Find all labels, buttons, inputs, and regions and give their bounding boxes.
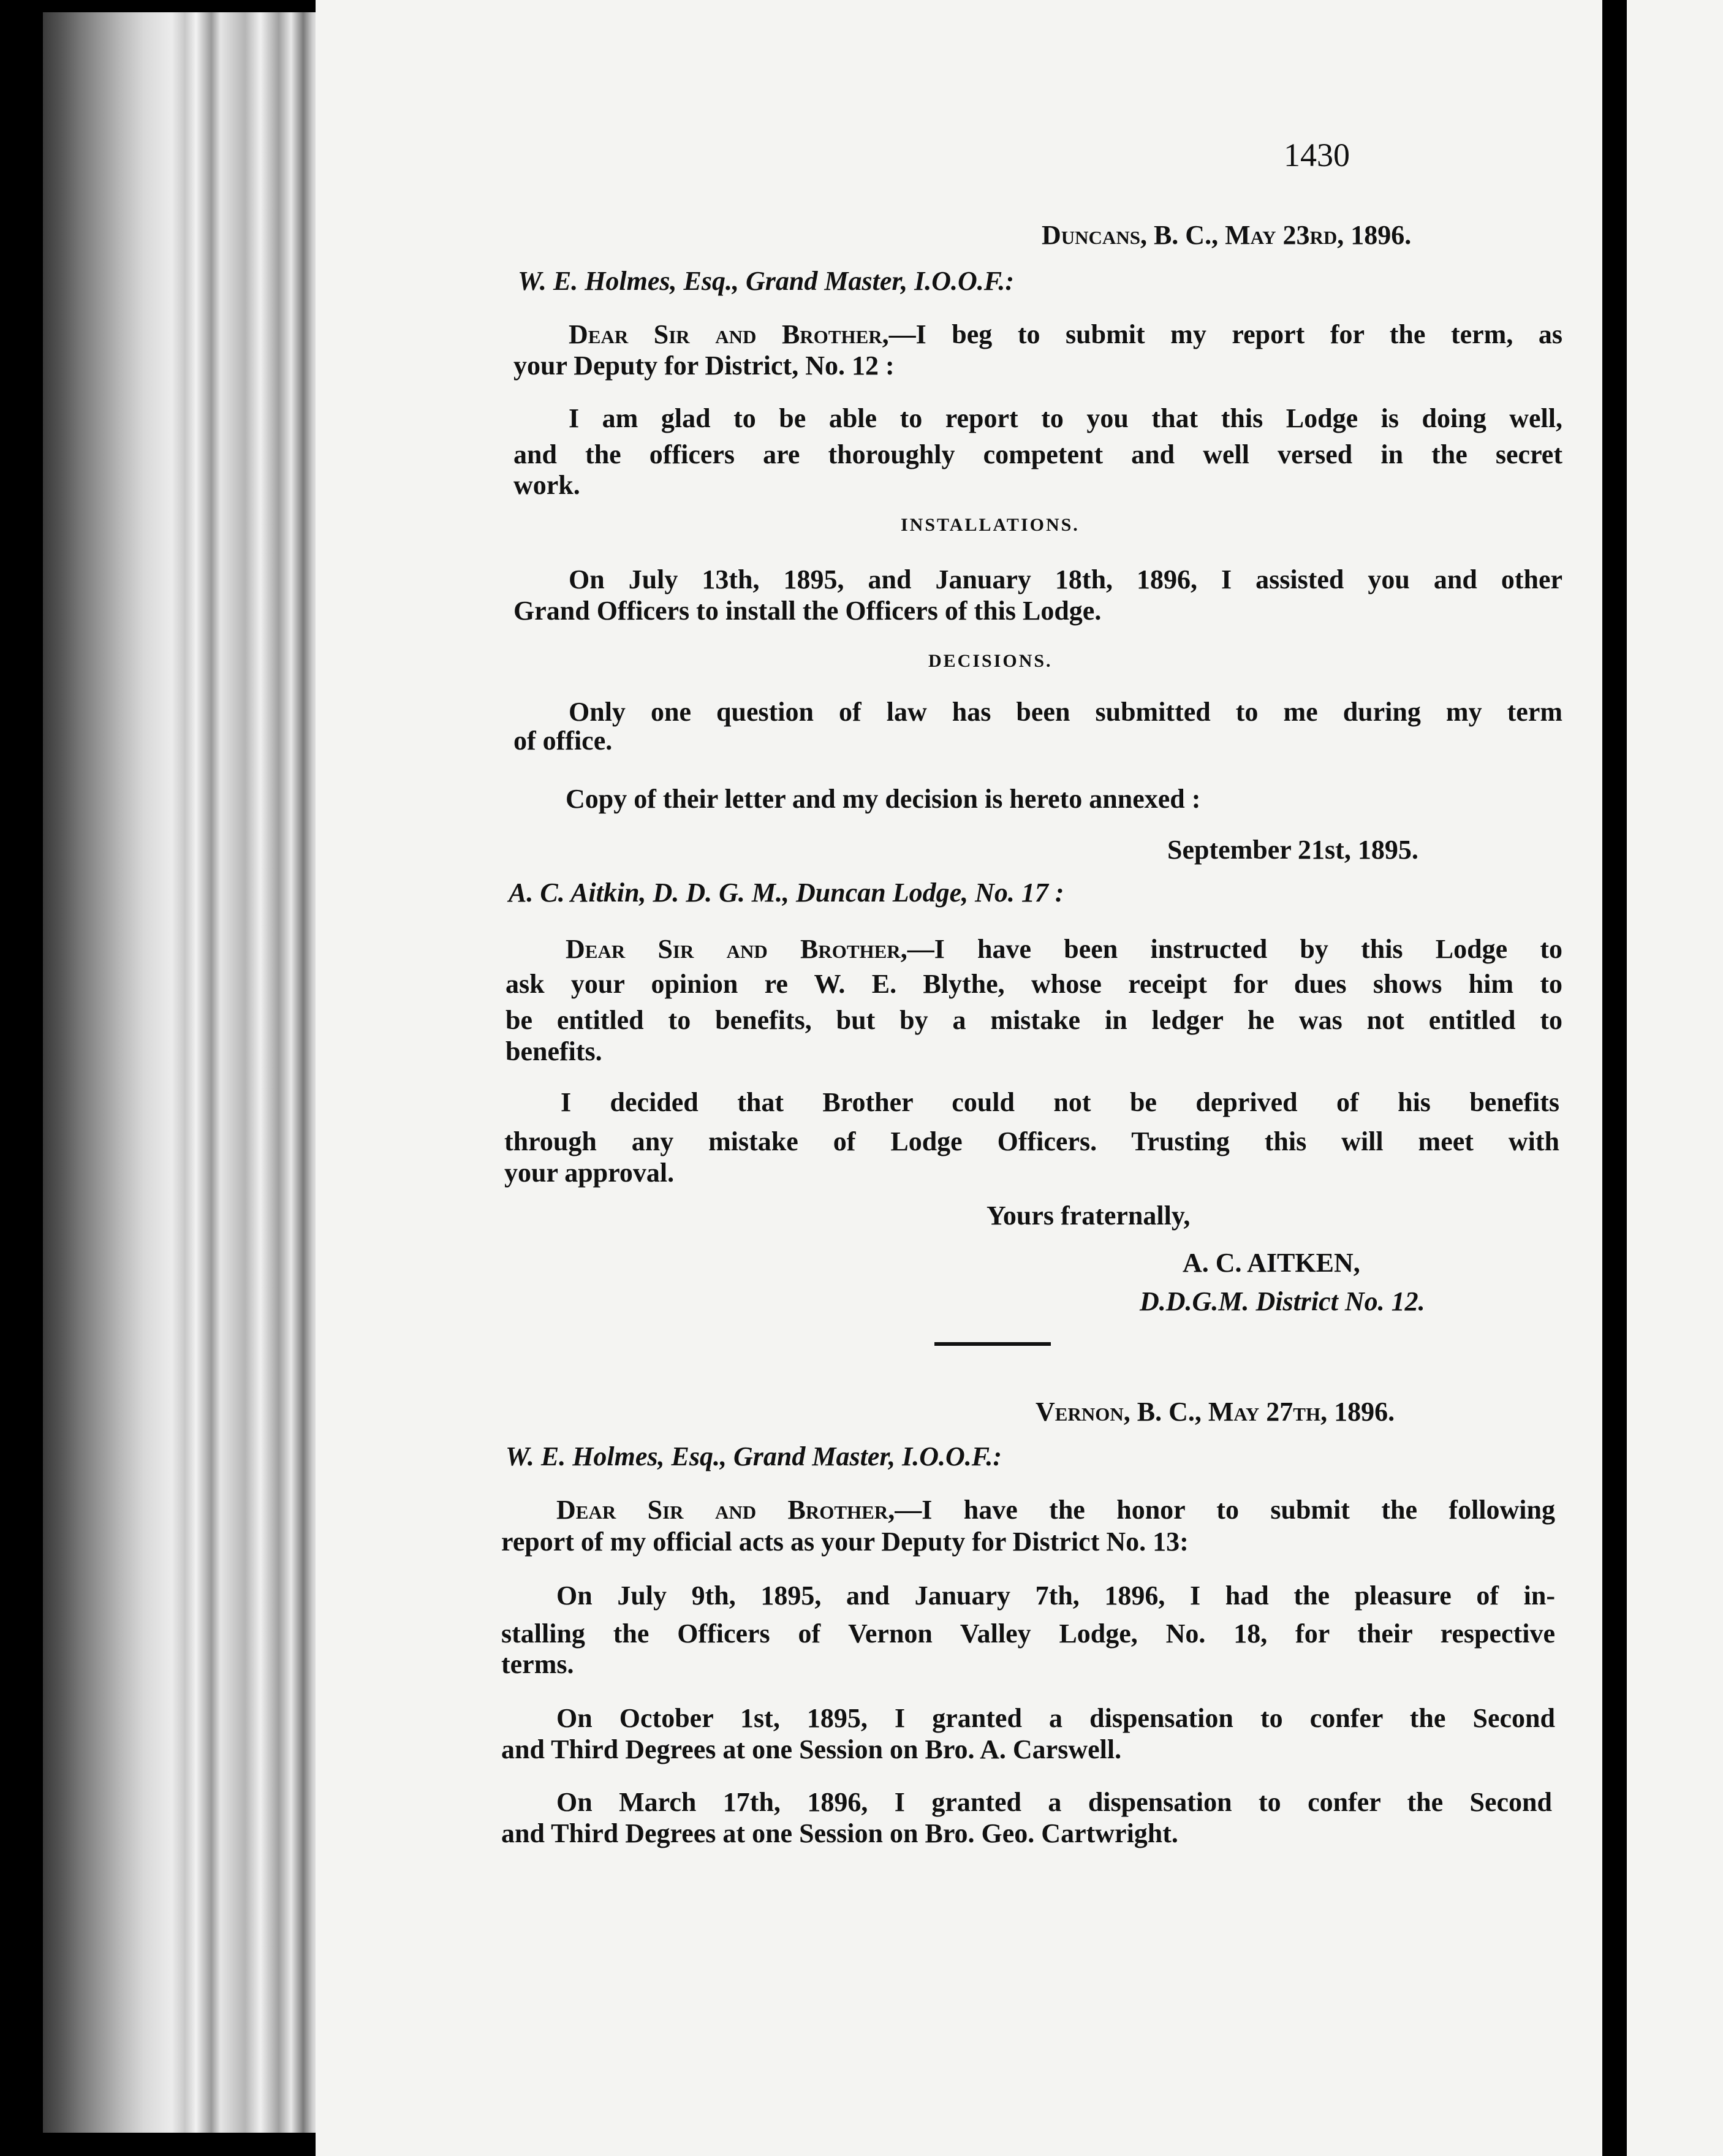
- letter2-para2-line2: and Third Degrees at one Session on Bro. A. Carswell.: [501, 1734, 1122, 1764]
- letter2-addressee: W. E. Holmes, Esq., Grand Master, I.O.O.F.:: [506, 1441, 1002, 1471]
- letter1-intro-line2: your Deputy for District, No. 12 :: [513, 351, 895, 381]
- letter1-closing: Yours fraternally,: [986, 1201, 1191, 1231]
- letter1-addressee: W. E. Holmes, Esq., Grand Master, I.O.O.F.:: [518, 266, 1015, 296]
- letter1-para1-line3: work.: [513, 470, 580, 500]
- letter1-para2-line1: On July 13th, 1895, and January 18th, 1896, I assisted you and other: [569, 564, 1562, 594]
- inner-letter-addressee: A. C. Aitkin, D. D. G. M., Duncan Lodge, No. 17 :: [509, 878, 1064, 908]
- section-divider: [934, 1342, 1051, 1346]
- letter1-para3-line2: of office.: [513, 726, 613, 756]
- heading-installations: INSTALLATIONS.: [901, 515, 1080, 535]
- letter1-para4: Copy of their letter and my decision is hereto annexed :: [566, 784, 1201, 814]
- decision-line2: through any mistake of Lodge Officers. Trusting this will meet with: [504, 1126, 1559, 1156]
- inner-letter-line3: be entitled to benefits, but by a mistake in ledger he was not entitled to: [506, 1005, 1562, 1035]
- letter2-intro-line1: [556, 1492, 1555, 1528]
- inner-letter-line1: [566, 932, 1562, 967]
- facing-page-edge: [1627, 0, 1723, 2156]
- letter2-greeting: Dear Sir and Brother,: [556, 1495, 895, 1525]
- letter1-title: D.D.G.M. District No. 12.: [1140, 1286, 1425, 1316]
- book-page-edges: [43, 12, 319, 2133]
- letter2-para3-line2: and Third Degrees at one Session on Bro. Geo. Cartwright.: [501, 1818, 1178, 1848]
- decision-line3: your approval.: [504, 1158, 675, 1188]
- letter2-intro-line2: report of my official acts as your Deputy for District No. 13:: [501, 1527, 1189, 1557]
- letter2-place-date: Vernon, B. C., May 27th, 1896.: [1036, 1397, 1395, 1427]
- letter1-signature: A. C. AITKEN,: [1183, 1248, 1360, 1278]
- inner-letter-rest: —I have been instructed by this Lodge to: [907, 934, 1563, 964]
- letter1-para1-line2: and the officers are thoroughly competent and well versed in the secret: [513, 439, 1562, 469]
- letter1-para2-line2: Grand Officers to install the Officers of this Lodge.: [513, 596, 1102, 626]
- letter2-para1-line3: terms.: [501, 1649, 574, 1679]
- letter1-intro-rest: —I beg to submit my report for the term, as: [888, 319, 1562, 349]
- letter1-para3-line1: Only one question of law has been submitted to me during my term: [569, 697, 1562, 727]
- heading-decisions: DECISIONS.: [928, 651, 1053, 671]
- letter1-para1-line1: I am glad to be able to report to you that this Lodge is doing well,: [569, 403, 1562, 433]
- inner-letter-greeting: Dear Sir and Brother,: [566, 934, 907, 964]
- letter1-intro-line1: [569, 317, 1562, 352]
- letter1-place-date: Duncans, B. C., May 23rd, 1896.: [1042, 220, 1412, 250]
- letter2-intro-rest: —I have the honor to submit the following: [895, 1495, 1555, 1525]
- letter2-para1-line2: stalling the Officers of Vernon Valley Lodge, No. 18, for their respective: [501, 1619, 1555, 1649]
- letter2-para2-line1: On October 1st, 1895, I granted a dispensation to confer the Second: [556, 1703, 1555, 1733]
- inner-letter-line4: benefits.: [506, 1036, 602, 1066]
- letter2-para1-line1: On July 9th, 1895, and January 7th, 1896, I had the pleasure of in-: [556, 1581, 1555, 1611]
- inner-letter-date: September 21st, 1895.: [1167, 835, 1418, 865]
- letter2-para3-line1: On March 17th, 1896, I granted a dispensation to confer the Second: [556, 1787, 1552, 1817]
- letter1-greeting: Dear Sir and Brother,: [569, 319, 889, 349]
- inner-letter-line2: ask your opinion re W. E. Blythe, whose receipt for dues shows him to: [506, 969, 1562, 999]
- page-number: 1430: [1284, 137, 1350, 173]
- book-page: [316, 0, 1602, 2156]
- decision-line1: I decided that Brother could not be deprived of his benefits: [561, 1087, 1559, 1117]
